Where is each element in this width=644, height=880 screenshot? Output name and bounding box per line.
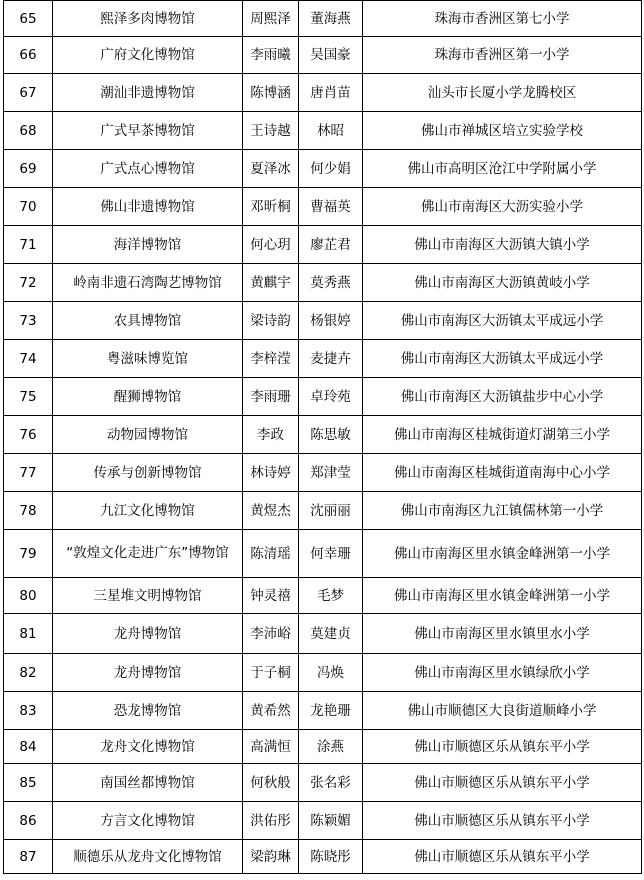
table-row [4,764,642,802]
student-name: 林诗婷 [243,454,299,492]
table-row [4,74,642,112]
teacher-name: 卓玲苑 [299,378,363,416]
teacher-name: 陈思敏 [299,416,363,454]
student-name: 李雨珊 [243,378,299,416]
teacher-name: 莫建贞 [299,614,363,654]
school-name: 佛山市高明区沧江中学附属小学 [363,150,642,188]
museum-name: 佛山非遗博物馆 [53,188,243,226]
row-number: 72 [4,264,53,302]
table-row [4,264,642,302]
row-number: 67 [4,74,53,112]
school-name: 佛山市南海区里水镇金峰洲第一小学 [363,530,642,578]
table-row [4,150,642,188]
student-name: 陈清瑶 [243,530,299,578]
school-name: 佛山市顺德区乐从镇东平小学 [363,840,642,874]
row-number: 84 [4,730,53,764]
student-name: 王诗越 [243,112,299,150]
student-name: 周熙泽 [243,1,299,37]
row-number: 71 [4,226,53,264]
row-number: 87 [4,840,53,874]
teacher-name: 麦捷卉 [299,340,363,378]
school-name: 佛山市顺德区大良街道顺峰小学 [363,692,642,730]
teacher-name: 郑津莹 [299,454,363,492]
museum-name: “敦煌文化走进广东”博物馆 [53,530,243,578]
row-number: 73 [4,302,53,340]
school-name: 佛山市南海区里水镇金峰洲第一小学 [363,578,642,614]
row-number: 69 [4,150,53,188]
museum-name: 龙舟博物馆 [53,614,243,654]
museum-name: 广式早茶博物馆 [53,112,243,150]
student-name: 高满恒 [243,730,299,764]
table-row [4,37,642,74]
museum-name: 醒狮博物馆 [53,378,243,416]
student-name: 黄希然 [243,692,299,730]
teacher-name: 张名彩 [299,764,363,802]
museum-name: 动物园博物馆 [53,416,243,454]
school-name: 佛山市顺德区乐从镇东平小学 [363,802,642,840]
row-number: 81 [4,614,53,654]
table-row [4,840,642,874]
row-number: 70 [4,188,53,226]
school-name: 汕头市长厦小学龙腾校区 [363,74,642,112]
teacher-name: 龙艳珊 [299,692,363,730]
teacher-name: 冯焕 [299,654,363,692]
teacher-name: 涂燕 [299,730,363,764]
school-name: 佛山市南海区大沥镇太平成远小学 [363,340,642,378]
awards-table [3,0,642,874]
museum-name: 三星堆文明博物馆 [53,578,243,614]
museum-name: 岭南非遗石湾陶艺博物馆 [53,264,243,302]
museum-name: 九江文化博物馆 [53,492,243,530]
student-name: 李梓滢 [243,340,299,378]
table-row [4,614,642,654]
table-row [4,530,642,578]
row-number: 78 [4,492,53,530]
table-row [4,416,642,454]
student-name: 陈博涵 [243,74,299,112]
school-name: 佛山市南海区九江镇儒林第一小学 [363,492,642,530]
school-name: 珠海市香洲区第一小学 [363,37,642,74]
student-name: 夏泽冰 [243,150,299,188]
museum-name: 熙泽多肉博物馆 [53,1,243,37]
row-number: 76 [4,416,53,454]
school-name: 佛山市南海区里水镇里水小学 [363,614,642,654]
table-row [4,378,642,416]
teacher-name: 唐肖苗 [299,74,363,112]
teacher-name: 何幸珊 [299,530,363,578]
teacher-name: 杨银婷 [299,302,363,340]
teacher-name: 莫秀燕 [299,264,363,302]
teacher-name: 廖芷君 [299,226,363,264]
school-name: 佛山市南海区桂城街道灯湖第三小学 [363,416,642,454]
table-row [4,492,642,530]
table-row [4,802,642,840]
row-number: 77 [4,454,53,492]
student-name: 洪佑彤 [243,802,299,840]
school-name: 佛山市南海区大沥镇黄岐小学 [363,264,642,302]
table-row [4,226,642,264]
table-row [4,578,642,614]
museum-name: 海洋博物馆 [53,226,243,264]
row-number: 85 [4,764,53,802]
museum-name: 恐龙博物馆 [53,692,243,730]
table-row [4,654,642,692]
row-number: 65 [4,1,53,37]
awards-table-body [4,1,642,874]
school-name: 佛山市禅城区培立实验学校 [363,112,642,150]
museum-name: 潮汕非遗博物馆 [53,74,243,112]
teacher-name: 何少娟 [299,150,363,188]
museum-name: 广府文化博物馆 [53,37,243,74]
student-name: 钟灵禧 [243,578,299,614]
museum-name: 南国丝都博物馆 [53,764,243,802]
row-number: 68 [4,112,53,150]
student-name: 何心玥 [243,226,299,264]
teacher-name: 陈晓彤 [299,840,363,874]
table-row [4,112,642,150]
museum-name: 粤滋味博览馆 [53,340,243,378]
museum-name: 龙舟文化博物馆 [53,730,243,764]
table-row [4,730,642,764]
school-name: 佛山市南海区大沥实验小学 [363,188,642,226]
student-name: 黄麒宇 [243,264,299,302]
museum-name: 顺德乐从龙舟文化博物馆 [53,840,243,874]
school-name: 珠海市香洲区第七小学 [363,1,642,37]
museum-name: 龙舟博物馆 [53,654,243,692]
school-name: 佛山市南海区大沥镇太平成远小学 [363,302,642,340]
student-name: 李沛峪 [243,614,299,654]
student-name: 于子桐 [243,654,299,692]
museum-name: 传承与创新博物馆 [53,454,243,492]
school-name: 佛山市南海区大沥镇盐步中心小学 [363,378,642,416]
row-number: 74 [4,340,53,378]
teacher-name: 董海燕 [299,1,363,37]
row-number: 80 [4,578,53,614]
school-name: 佛山市顺德区乐从镇东平小学 [363,730,642,764]
table-row [4,340,642,378]
teacher-name: 林昭 [299,112,363,150]
table-row [4,1,642,37]
row-number: 83 [4,692,53,730]
row-number: 79 [4,530,53,578]
row-number: 75 [4,378,53,416]
teacher-name: 毛梦 [299,578,363,614]
student-name: 黄煜杰 [243,492,299,530]
row-number: 82 [4,654,53,692]
teacher-name: 沈丽丽 [299,492,363,530]
school-name: 佛山市南海区大沥镇大镇小学 [363,226,642,264]
school-name: 佛山市南海区里水镇绿欣小学 [363,654,642,692]
student-name: 梁韵琳 [243,840,299,874]
student-name: 李雨曦 [243,37,299,74]
student-name: 梁诗韵 [243,302,299,340]
school-name: 佛山市南海区桂城街道南海中心小学 [363,454,642,492]
table-row [4,188,642,226]
table-row [4,692,642,730]
row-number: 86 [4,802,53,840]
student-name: 何秋般 [243,764,299,802]
museum-name: 广式点心博物馆 [53,150,243,188]
teacher-name: 曹福英 [299,188,363,226]
museum-name: 方言文化博物馆 [53,802,243,840]
school-name: 佛山市顺德区乐从镇东平小学 [363,764,642,802]
table-row [4,454,642,492]
row-number: 66 [4,37,53,74]
table-row [4,302,642,340]
student-name: 邓昕桐 [243,188,299,226]
teacher-name: 陈颖媚 [299,802,363,840]
student-name: 李政 [243,416,299,454]
teacher-name: 吴国豪 [299,37,363,74]
museum-name: 农具博物馆 [53,302,243,340]
